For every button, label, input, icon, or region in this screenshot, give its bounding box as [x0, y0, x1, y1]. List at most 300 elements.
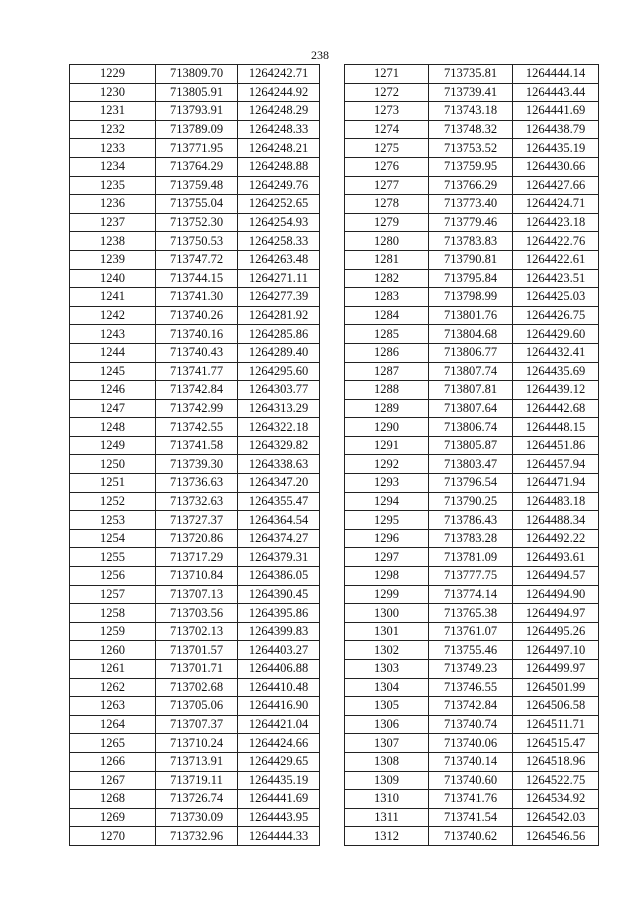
y-coordinate-cell: 1264493.61	[513, 548, 599, 567]
x-coordinate-cell: 713752.30	[156, 213, 238, 232]
x-coordinate-cell: 713740.16	[156, 325, 238, 344]
y-coordinate-cell: 1264289.40	[238, 343, 320, 362]
point-number-cell: 1264	[70, 715, 156, 734]
point-number-cell: 1269	[70, 808, 156, 827]
table-row	[70, 436, 320, 455]
table-row	[345, 752, 599, 771]
point-number-cell: 1234	[70, 157, 156, 176]
point-number-cell: 1250	[70, 455, 156, 474]
table-row	[70, 492, 320, 511]
y-coordinate-cell: 1264492.22	[513, 529, 599, 548]
table-row	[70, 622, 320, 641]
table-row	[345, 548, 599, 567]
point-number-cell: 1263	[70, 697, 156, 716]
table-row	[345, 139, 599, 158]
x-coordinate-cell: 713807.74	[429, 362, 513, 381]
y-coordinate-cell: 1264430.66	[513, 157, 599, 176]
x-coordinate-cell: 713702.13	[156, 622, 238, 641]
point-number-cell: 1300	[345, 604, 429, 623]
table-row	[345, 381, 599, 400]
point-number-cell: 1303	[345, 660, 429, 679]
y-coordinate-cell: 1264244.92	[238, 83, 320, 102]
table-row	[345, 65, 599, 84]
y-coordinate-cell: 1264542.03	[513, 808, 599, 827]
point-number-cell: 1290	[345, 418, 429, 437]
table-row	[345, 325, 599, 344]
table-row	[70, 715, 320, 734]
table-row	[345, 641, 599, 660]
point-number-cell: 1259	[70, 622, 156, 641]
y-coordinate-cell: 1264248.88	[238, 157, 320, 176]
y-coordinate-cell: 1264429.60	[513, 325, 599, 344]
point-number-cell: 1261	[70, 660, 156, 679]
table-row	[345, 102, 599, 121]
point-number-cell: 1266	[70, 752, 156, 771]
x-coordinate-cell: 713713.91	[156, 752, 238, 771]
y-coordinate-cell: 1264422.61	[513, 250, 599, 269]
x-coordinate-cell: 713739.30	[156, 455, 238, 474]
table-row	[70, 65, 320, 84]
point-number-cell: 1274	[345, 120, 429, 139]
y-coordinate-cell: 1264435.19	[238, 771, 320, 790]
x-coordinate-cell: 713759.48	[156, 176, 238, 195]
x-coordinate-cell: 713766.29	[429, 176, 513, 195]
x-coordinate-cell: 713805.91	[156, 83, 238, 102]
x-coordinate-cell: 713773.40	[429, 195, 513, 214]
table-row	[70, 213, 320, 232]
x-coordinate-cell: 713805.87	[429, 436, 513, 455]
x-coordinate-cell: 713750.53	[156, 232, 238, 251]
y-coordinate-cell: 1264435.69	[513, 362, 599, 381]
point-number-cell: 1282	[345, 269, 429, 288]
x-coordinate-cell: 713793.91	[156, 102, 238, 121]
table-row	[70, 250, 320, 269]
y-coordinate-cell: 1264494.97	[513, 604, 599, 623]
x-coordinate-cell: 713806.77	[429, 343, 513, 362]
x-coordinate-cell: 713807.64	[429, 399, 513, 418]
y-coordinate-cell: 1264395.86	[238, 604, 320, 623]
x-coordinate-cell: 713764.29	[156, 157, 238, 176]
y-coordinate-cell: 1264441.69	[513, 102, 599, 121]
point-number-cell: 1281	[345, 250, 429, 269]
y-coordinate-cell: 1264425.03	[513, 288, 599, 307]
point-number-cell: 1286	[345, 343, 429, 362]
point-number-cell: 1242	[70, 306, 156, 325]
point-number-cell: 1240	[70, 269, 156, 288]
y-coordinate-cell: 1264248.29	[238, 102, 320, 121]
y-coordinate-cell: 1264432.41	[513, 343, 599, 362]
point-number-cell: 1292	[345, 455, 429, 474]
point-number-cell: 1229	[70, 65, 156, 84]
table-row	[345, 678, 599, 697]
point-number-cell: 1265	[70, 734, 156, 753]
y-coordinate-cell: 1264439.12	[513, 381, 599, 400]
x-coordinate-cell: 713732.96	[156, 827, 238, 846]
point-number-cell: 1268	[70, 790, 156, 809]
x-coordinate-cell: 713804.68	[429, 325, 513, 344]
x-coordinate-cell: 713741.58	[156, 436, 238, 455]
x-coordinate-cell: 713806.74	[429, 418, 513, 437]
x-coordinate-cell: 713719.11	[156, 771, 238, 790]
table-row	[70, 752, 320, 771]
y-coordinate-cell: 1264322.18	[238, 418, 320, 437]
point-number-cell: 1252	[70, 492, 156, 511]
y-coordinate-cell: 1264347.20	[238, 474, 320, 493]
x-coordinate-cell: 713735.81	[429, 65, 513, 84]
point-number-cell: 1294	[345, 492, 429, 511]
x-coordinate-cell: 713744.15	[156, 269, 238, 288]
x-coordinate-cell: 713803.47	[429, 455, 513, 474]
point-number-cell: 1297	[345, 548, 429, 567]
x-coordinate-cell: 713771.95	[156, 139, 238, 158]
table-row	[345, 771, 599, 790]
x-coordinate-cell: 713741.77	[156, 362, 238, 381]
x-coordinate-cell: 713749.23	[429, 660, 513, 679]
x-coordinate-cell: 713717.29	[156, 548, 238, 567]
y-coordinate-cell: 1264495.26	[513, 622, 599, 641]
table-row	[70, 120, 320, 139]
y-coordinate-cell: 1264386.05	[238, 567, 320, 586]
x-coordinate-cell: 713807.81	[429, 381, 513, 400]
point-number-cell: 1278	[345, 195, 429, 214]
table-row	[345, 213, 599, 232]
point-number-cell: 1230	[70, 83, 156, 102]
table-row	[70, 734, 320, 753]
point-number-cell: 1312	[345, 827, 429, 846]
y-coordinate-cell: 1264483.18	[513, 492, 599, 511]
y-coordinate-cell: 1264242.71	[238, 65, 320, 84]
point-number-cell: 1309	[345, 771, 429, 790]
x-coordinate-cell: 713783.83	[429, 232, 513, 251]
point-number-cell: 1256	[70, 567, 156, 586]
y-coordinate-cell: 1264285.86	[238, 325, 320, 344]
y-coordinate-cell: 1264429.65	[238, 752, 320, 771]
x-coordinate-cell: 713742.99	[156, 399, 238, 418]
x-coordinate-cell: 713726.74	[156, 790, 238, 809]
x-coordinate-cell: 713742.84	[429, 697, 513, 716]
point-number-cell: 1301	[345, 622, 429, 641]
point-number-cell: 1235	[70, 176, 156, 195]
y-coordinate-cell: 1264427.66	[513, 176, 599, 195]
y-coordinate-cell: 1264364.54	[238, 511, 320, 530]
point-number-cell: 1251	[70, 474, 156, 493]
point-number-cell: 1249	[70, 436, 156, 455]
point-number-cell: 1305	[345, 697, 429, 716]
y-coordinate-cell: 1264518.96	[513, 752, 599, 771]
y-coordinate-cell: 1264497.10	[513, 641, 599, 660]
table-row	[345, 622, 599, 641]
y-coordinate-cell: 1264442.68	[513, 399, 599, 418]
point-number-cell: 1307	[345, 734, 429, 753]
x-coordinate-cell: 713710.24	[156, 734, 238, 753]
y-coordinate-cell: 1264494.90	[513, 585, 599, 604]
table-row	[70, 660, 320, 679]
table-row	[345, 232, 599, 251]
point-number-cell: 1276	[345, 157, 429, 176]
point-number-cell: 1285	[345, 325, 429, 344]
x-coordinate-cell: 713774.14	[429, 585, 513, 604]
x-coordinate-cell: 713748.32	[429, 120, 513, 139]
table-row	[345, 808, 599, 827]
x-coordinate-cell: 713789.09	[156, 120, 238, 139]
x-coordinate-cell: 713730.09	[156, 808, 238, 827]
point-number-cell: 1241	[70, 288, 156, 307]
table-row	[70, 288, 320, 307]
point-number-cell: 1258	[70, 604, 156, 623]
y-coordinate-cell: 1264448.15	[513, 418, 599, 437]
point-number-cell: 1288	[345, 381, 429, 400]
point-number-cell: 1308	[345, 752, 429, 771]
table-row	[70, 176, 320, 195]
point-number-cell: 1253	[70, 511, 156, 530]
x-coordinate-cell: 713747.72	[156, 250, 238, 269]
point-number-cell: 1271	[345, 65, 429, 84]
y-coordinate-cell: 1264435.19	[513, 139, 599, 158]
y-coordinate-cell: 1264501.99	[513, 678, 599, 697]
y-coordinate-cell: 1264271.11	[238, 269, 320, 288]
y-coordinate-cell: 1264295.60	[238, 362, 320, 381]
table-row	[70, 195, 320, 214]
y-coordinate-cell: 1264277.39	[238, 288, 320, 307]
x-coordinate-cell: 713710.84	[156, 567, 238, 586]
table-row	[70, 641, 320, 660]
point-number-cell: 1298	[345, 567, 429, 586]
point-number-cell: 1243	[70, 325, 156, 344]
table-row	[70, 343, 320, 362]
point-number-cell: 1291	[345, 436, 429, 455]
x-coordinate-cell: 713755.46	[429, 641, 513, 660]
x-coordinate-cell: 713786.43	[429, 511, 513, 530]
point-number-cell: 1273	[345, 102, 429, 121]
y-coordinate-cell: 1264403.27	[238, 641, 320, 660]
x-coordinate-cell: 713727.37	[156, 511, 238, 530]
x-coordinate-cell: 713701.71	[156, 660, 238, 679]
x-coordinate-cell: 713736.63	[156, 474, 238, 493]
y-coordinate-cell: 1264422.76	[513, 232, 599, 251]
y-coordinate-cell: 1264421.04	[238, 715, 320, 734]
x-coordinate-cell: 713790.81	[429, 250, 513, 269]
table-row	[345, 399, 599, 418]
table-row	[345, 343, 599, 362]
x-coordinate-cell: 713705.06	[156, 697, 238, 716]
x-coordinate-cell: 713703.56	[156, 604, 238, 623]
x-coordinate-cell: 713801.76	[429, 306, 513, 325]
point-number-cell: 1254	[70, 529, 156, 548]
point-number-cell: 1233	[70, 139, 156, 158]
y-coordinate-cell: 1264313.29	[238, 399, 320, 418]
table-row	[70, 139, 320, 158]
table-row	[70, 511, 320, 530]
y-coordinate-cell: 1264248.33	[238, 120, 320, 139]
table-row	[345, 660, 599, 679]
point-number-cell: 1257	[70, 585, 156, 604]
point-number-cell: 1302	[345, 641, 429, 660]
table-row	[345, 604, 599, 623]
table-row	[70, 418, 320, 437]
x-coordinate-cell: 713777.75	[429, 567, 513, 586]
x-coordinate-cell: 713795.84	[429, 269, 513, 288]
coordinate-table-left	[69, 64, 320, 846]
x-coordinate-cell: 713720.86	[156, 529, 238, 548]
y-coordinate-cell: 1264443.95	[238, 808, 320, 827]
table-row	[70, 678, 320, 697]
point-number-cell: 1275	[345, 139, 429, 158]
y-coordinate-cell: 1264410.48	[238, 678, 320, 697]
table-row	[345, 195, 599, 214]
table-row	[70, 790, 320, 809]
page-number: 238	[311, 48, 329, 62]
x-coordinate-cell: 713742.84	[156, 381, 238, 400]
point-number-cell: 1244	[70, 343, 156, 362]
table-row	[70, 585, 320, 604]
table-row	[345, 83, 599, 102]
table-row	[345, 734, 599, 753]
table-row	[70, 399, 320, 418]
point-number-cell: 1232	[70, 120, 156, 139]
x-coordinate-cell: 713755.04	[156, 195, 238, 214]
table-row	[345, 176, 599, 195]
table-row	[70, 771, 320, 790]
x-coordinate-cell: 713809.70	[156, 65, 238, 84]
x-coordinate-cell: 713739.41	[429, 83, 513, 102]
table-row	[70, 827, 320, 846]
y-coordinate-cell: 1264488.34	[513, 511, 599, 530]
point-number-cell: 1310	[345, 790, 429, 809]
point-number-cell: 1270	[70, 827, 156, 846]
x-coordinate-cell: 713743.18	[429, 102, 513, 121]
x-coordinate-cell: 713732.63	[156, 492, 238, 511]
point-number-cell: 1248	[70, 418, 156, 437]
table-row	[70, 157, 320, 176]
point-number-cell: 1299	[345, 585, 429, 604]
point-number-cell: 1283	[345, 288, 429, 307]
y-coordinate-cell: 1264426.75	[513, 306, 599, 325]
y-coordinate-cell: 1264444.33	[238, 827, 320, 846]
x-coordinate-cell: 713765.38	[429, 604, 513, 623]
point-number-cell: 1295	[345, 511, 429, 530]
x-coordinate-cell: 713740.62	[429, 827, 513, 846]
table-row	[70, 306, 320, 325]
table-row	[70, 381, 320, 400]
y-coordinate-cell: 1264451.86	[513, 436, 599, 455]
point-number-cell: 1311	[345, 808, 429, 827]
y-coordinate-cell: 1264424.66	[238, 734, 320, 753]
x-coordinate-cell: 713740.26	[156, 306, 238, 325]
coordinate-table-right	[344, 64, 599, 846]
x-coordinate-cell: 713740.60	[429, 771, 513, 790]
x-coordinate-cell: 713741.30	[156, 288, 238, 307]
x-coordinate-cell: 713702.68	[156, 678, 238, 697]
point-number-cell: 1245	[70, 362, 156, 381]
y-coordinate-cell: 1264506.58	[513, 697, 599, 716]
table-row	[345, 715, 599, 734]
table-row	[70, 567, 320, 586]
table-row	[345, 362, 599, 381]
y-coordinate-cell: 1264399.83	[238, 622, 320, 641]
y-coordinate-cell: 1264438.79	[513, 120, 599, 139]
y-coordinate-cell: 1264329.82	[238, 436, 320, 455]
table-row	[345, 157, 599, 176]
point-number-cell: 1293	[345, 474, 429, 493]
point-number-cell: 1267	[70, 771, 156, 790]
y-coordinate-cell: 1264254.93	[238, 213, 320, 232]
table-row	[345, 418, 599, 437]
x-coordinate-cell: 713753.52	[429, 139, 513, 158]
table-row	[345, 455, 599, 474]
y-coordinate-cell: 1264494.57	[513, 567, 599, 586]
point-number-cell: 1304	[345, 678, 429, 697]
point-number-cell: 1296	[345, 529, 429, 548]
y-coordinate-cell: 1264406.88	[238, 660, 320, 679]
point-number-cell: 1306	[345, 715, 429, 734]
table-row	[70, 474, 320, 493]
x-coordinate-cell: 713761.07	[429, 622, 513, 641]
y-coordinate-cell: 1264281.92	[238, 306, 320, 325]
y-coordinate-cell: 1264522.75	[513, 771, 599, 790]
y-coordinate-cell: 1264379.31	[238, 548, 320, 567]
point-number-cell: 1272	[345, 83, 429, 102]
table-row	[345, 306, 599, 325]
table-row	[70, 529, 320, 548]
y-coordinate-cell: 1264457.94	[513, 455, 599, 474]
x-coordinate-cell: 713740.14	[429, 752, 513, 771]
x-coordinate-cell: 713781.09	[429, 548, 513, 567]
table-row	[70, 325, 320, 344]
table-row	[70, 604, 320, 623]
table-row	[70, 362, 320, 381]
y-coordinate-cell: 1264515.47	[513, 734, 599, 753]
table-row	[70, 232, 320, 251]
y-coordinate-cell: 1264424.71	[513, 195, 599, 214]
x-coordinate-cell: 713783.28	[429, 529, 513, 548]
table-row	[345, 790, 599, 809]
y-coordinate-cell: 1264390.45	[238, 585, 320, 604]
point-number-cell: 1287	[345, 362, 429, 381]
y-coordinate-cell: 1264252.65	[238, 195, 320, 214]
y-coordinate-cell: 1264355.47	[238, 492, 320, 511]
point-number-cell: 1279	[345, 213, 429, 232]
table-row	[345, 120, 599, 139]
point-number-cell: 1289	[345, 399, 429, 418]
y-coordinate-cell: 1264443.44	[513, 83, 599, 102]
x-coordinate-cell: 713798.99	[429, 288, 513, 307]
point-number-cell: 1239	[70, 250, 156, 269]
y-coordinate-cell: 1264499.97	[513, 660, 599, 679]
table-row	[70, 102, 320, 121]
table-row	[70, 269, 320, 288]
table-row	[345, 269, 599, 288]
table-row	[345, 585, 599, 604]
point-number-cell: 1260	[70, 641, 156, 660]
point-number-cell: 1237	[70, 213, 156, 232]
x-coordinate-cell: 713796.54	[429, 474, 513, 493]
y-coordinate-cell: 1264258.33	[238, 232, 320, 251]
x-coordinate-cell: 713740.74	[429, 715, 513, 734]
x-coordinate-cell: 713741.54	[429, 808, 513, 827]
y-coordinate-cell: 1264249.76	[238, 176, 320, 195]
table-row	[70, 548, 320, 567]
x-coordinate-cell: 713742.55	[156, 418, 238, 437]
y-coordinate-cell: 1264511.71	[513, 715, 599, 734]
x-coordinate-cell: 713790.25	[429, 492, 513, 511]
y-coordinate-cell: 1264546.56	[513, 827, 599, 846]
table-row	[345, 529, 599, 548]
point-number-cell: 1284	[345, 306, 429, 325]
table-row	[345, 436, 599, 455]
x-coordinate-cell: 713746.55	[429, 678, 513, 697]
table-row	[345, 511, 599, 530]
point-number-cell: 1238	[70, 232, 156, 251]
